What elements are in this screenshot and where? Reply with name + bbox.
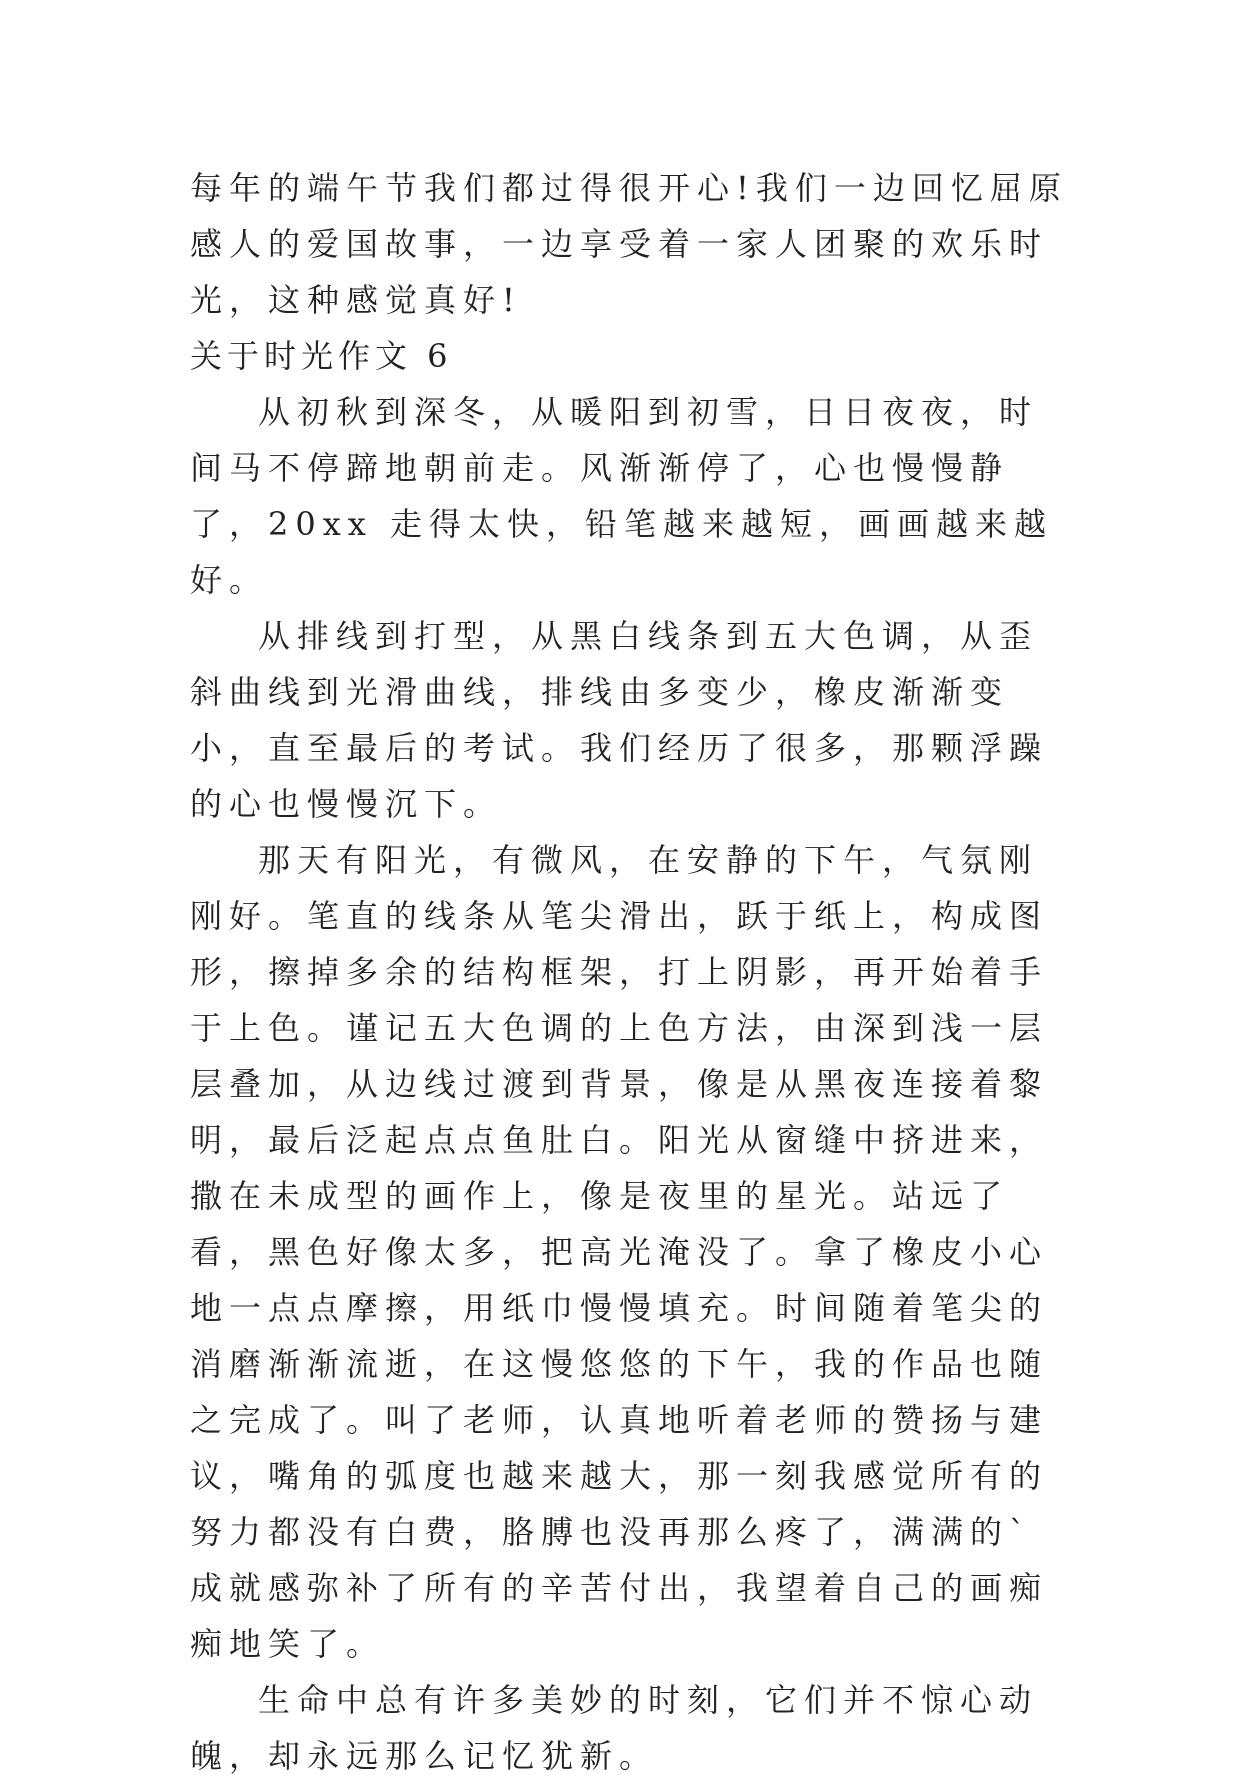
document-body bbox=[190, 160, 1070, 1784]
intro-paragraph: 每年的端午节我们都过得很开心!我们一边回忆屈原感人的爱国故事，一边享受着一家人团聚的欢乐时光，这种感觉真好! bbox=[190, 169, 1068, 319]
body-paragraph: 那天有阳光，有微风，在安静的下午，气氛刚刚好。笔直的线条从笔尖滑出，跃于纸上，构成图形，擦掉多余的结构框架，打上阴影，再开始着手于上色。谨记五大色调的上色方法，由深到浅一层层叠加，从边线过渡到背景，像是从黑夜连接着黎明，最后泛起点点鱼肚白。阳光从窗缝中挤进来，撒在未成型的画作上，像是夜里的星光。站远了看，黑色好像太多，把高光淹没了。拿了橡皮小心地一点点摩擦，用纸巾慢慢填充。时间随着笔尖的消磨渐渐流逝，在这慢悠悠的下午，我的作品也随之完成了。叫了老师，认真地听着老师的赞扬与建议，嘴角的弧度也越来越大，那一刻我感觉所有的努力都没有白费，胳膊也没再那么疼了，满满的`成就感弥补了所有的辛苦付出，我望着自己的画痴痴地笑了。 bbox=[190, 841, 1049, 1663]
body-paragraph: 从初秋到深冬，从暖阳到初雪，日日夜夜，时间马不停蹄地朝前走。风渐渐停了，心也慢慢静了，20xx 走得太快，铅笔越来越短，画画越来越好。 bbox=[190, 393, 1053, 599]
body-paragraph: 生命中总有许多美妙的时刻，它们并不惊心动魄，却永远那么记忆犹新。 bbox=[190, 1681, 1039, 1775]
body-paragraph: 从排线到打型，从黑白线条到五大色调，从歪斜曲线到光滑曲线，排线由多变少，橡皮渐渐变小，直至最后的考试。我们经历了很多，那颗浮躁的心也慢慢沉下。 bbox=[190, 617, 1049, 823]
section-title: 关于时光作文 6 bbox=[190, 337, 453, 375]
